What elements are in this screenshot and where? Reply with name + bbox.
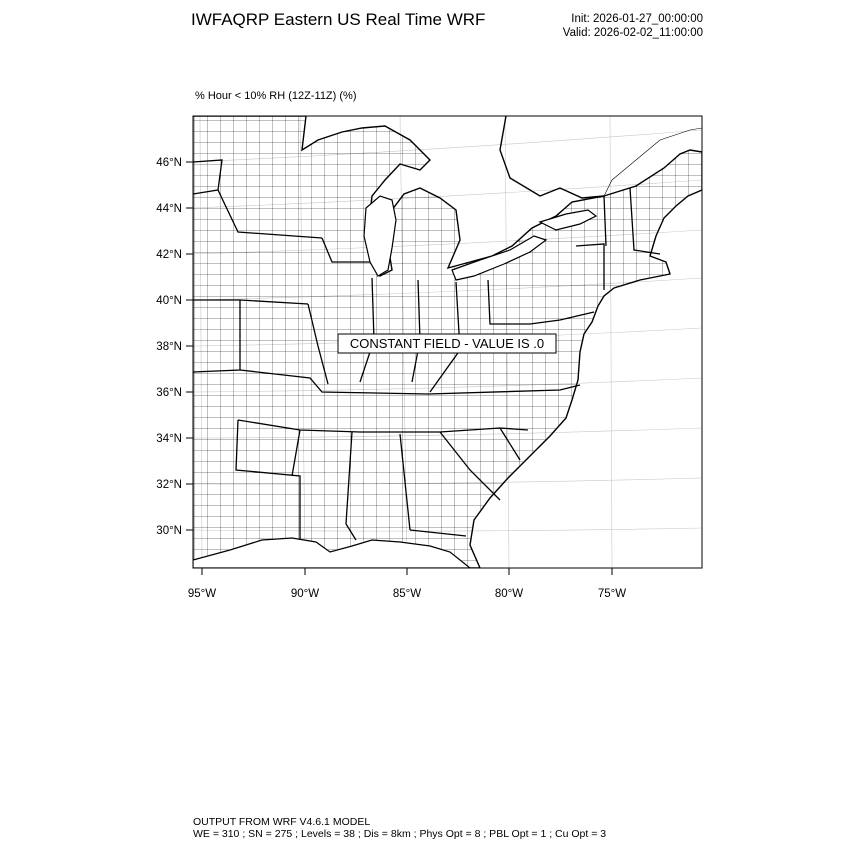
lat-label-40: 40°N: [156, 295, 182, 307]
valid-time: Valid: 2026-02-02_11:00:00: [562, 27, 703, 39]
lat-label-42: 42°N: [156, 249, 182, 261]
footer-config: WE = 310 ; SN = 275 ; Levels = 38 ; Dis = 8km ; Phys Opt = 8 ; PBL Opt = 1 ; Cu Opt = 3: [193, 828, 607, 840]
lat-label-30: 30°N: [156, 525, 182, 537]
lon-label-80: 80°W: [494, 588, 524, 600]
lat-label-38: 38°N: [156, 341, 182, 353]
constant-field-text: CONSTANT FIELD - VALUE IS .0: [349, 336, 545, 351]
northern-shoreline: [500, 116, 604, 198]
lat-label-36: 36°N: [156, 387, 182, 399]
lon-label-90: 90°W: [290, 588, 320, 600]
lat-label-44: 44°N: [156, 203, 182, 215]
lon-label-85: 85°W: [392, 588, 422, 600]
lat-label-46: 46°N: [156, 157, 182, 169]
lat-label-34: 34°N: [156, 433, 182, 445]
lat-label-32: 32°N: [156, 479, 182, 491]
lat-axis: [186, 162, 193, 530]
lon-axis: [202, 568, 612, 575]
init-time: Init: 2026-01-27_00:00:00: [571, 13, 703, 25]
lon-label-95: 95°W: [187, 588, 217, 600]
plot-title: IWFAQRP Eastern US Real Time WRF: [191, 10, 486, 29]
lon-label-75: 75°W: [597, 588, 627, 600]
footer-model: OUTPUT FROM WRF V4.6.1 MODEL: [193, 816, 371, 828]
field-label: % Hour < 10% RH (12Z-11Z) (%): [195, 90, 357, 102]
